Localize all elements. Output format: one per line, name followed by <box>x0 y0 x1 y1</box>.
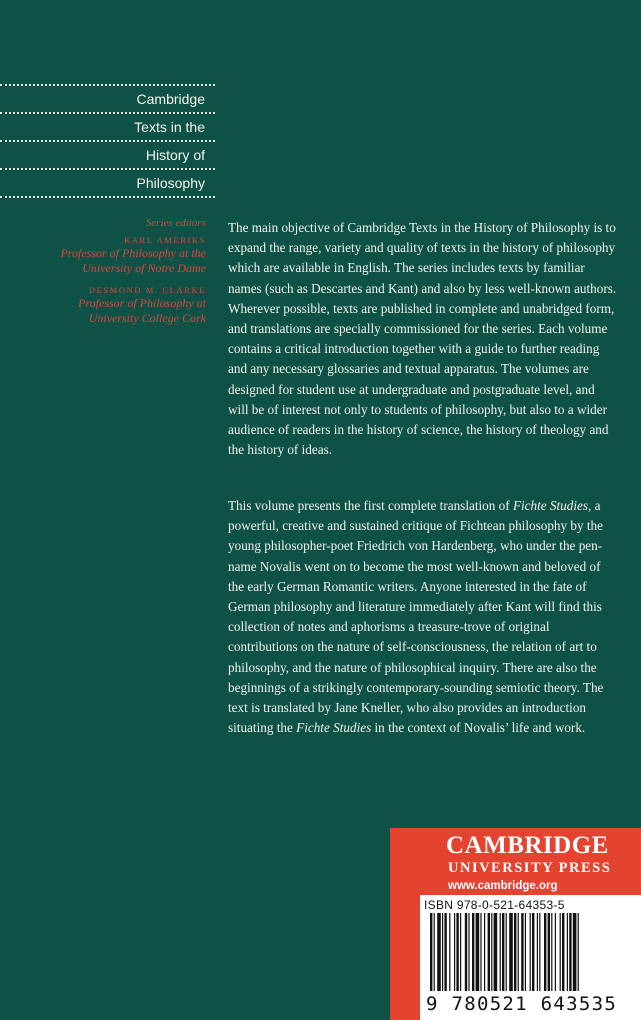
series-title-block <box>0 84 215 198</box>
volume-description-text: This volume presents the first complete translation of <box>228 498 513 513</box>
editor-role: University of Notre Dame <box>82 261 206 275</box>
series-title-line: History of <box>145 147 205 163</box>
volume-description-text: , a powerful, creative and sustained critique of Fichtean philosophy by the young philosopher-poet Friedrich von Hardenberg, who under the pen-name Novalis went on to become the most well-known and beloved of the early German Romantic writers. Anyone interested in the fate of German philosophy and literature immediately after Kant will find this collection of notes and aphorisms a treasure-trove of original contributions on the nature of self-consciousness, the relation of art to philosophy, and the nature of philosophical inquiry. There are also the beginnings of a strikingly contemporary-sounding semiotic theory. The text is translated by Jane Kneller, who also provides an introduction situating the <box>228 498 604 736</box>
barcode-panel <box>420 895 641 1020</box>
publisher-press: UNIVERSITY PRESS <box>448 860 612 876</box>
series-editors-label: Series editors <box>145 217 206 229</box>
editor-role: Professor of Philosophy at the <box>60 246 206 260</box>
barcode-icon <box>420 913 641 993</box>
book-title-italic: Fichte Studies <box>296 720 372 736</box>
series-title-line: Cambridge <box>136 91 205 107</box>
publisher-box <box>390 828 641 1020</box>
series-editors <box>40 216 206 326</box>
barcode-digits: 9 780521 643535 <box>426 993 618 1015</box>
series-description: The main objective of Cambridge Texts in the History of Philosophy is to expand the range, variety and quality of texts in the history of philosophy which are available in English. The series includes texts by familiar names (such as Descartes and Kant) and also by less well-known authors. Wherever possible, texts are published in complete and unabridged form, and translations are specially commissioned for the series. Each volume contains a critical introduction together with a guide to further reading and any necessary glossaries and textual apparatus. The volumes are designed for student use at undergraduate and postgraduate level, and will be of interest not only to students of philosophy, but also to a wider audience of readers in the history of science, the history of theology and the history of ideas. <box>228 220 617 458</box>
book-title-italic: Fichte Studies <box>512 498 589 513</box>
publisher-logo-name: CAMBRIDGE <box>446 832 609 859</box>
publisher-url[interactable]: www.cambridge.org <box>448 880 558 892</box>
editor-role: University College Cork <box>88 311 206 325</box>
volume-description-text: in the context of Novalis’ life and work. <box>371 720 586 736</box>
volume-description <box>228 496 618 738</box>
isbn-text: ISBN 978-0-521-64353-5 <box>424 898 565 912</box>
series-title-line: Philosophy <box>136 175 205 191</box>
series-title-line: Texts in the <box>134 119 205 135</box>
editor-name: DESMOND M. CLARKE <box>88 285 206 295</box>
editor-role: Professor of Philosophy at <box>78 296 206 310</box>
editor-name: KARL AMERIKS <box>124 235 206 245</box>
dotted-rule <box>0 196 215 198</box>
